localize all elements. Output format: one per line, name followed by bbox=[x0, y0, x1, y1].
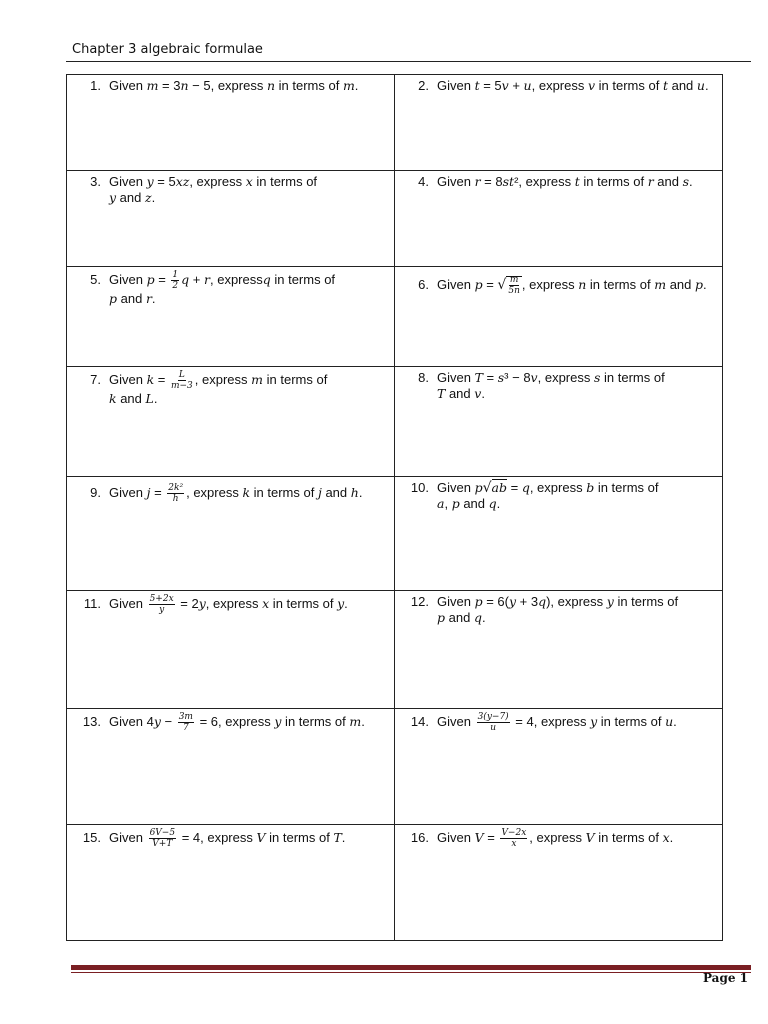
problem-cell bbox=[395, 267, 723, 367]
problem-text: Given p√ab = q, express b in terms of bbox=[437, 480, 659, 496]
problem-cell bbox=[395, 75, 723, 171]
problem-text-cont: T and v. bbox=[437, 386, 485, 401]
problem-cell bbox=[67, 267, 395, 367]
problem-text-cont: p and q. bbox=[437, 610, 486, 625]
problem-number: 10. bbox=[410, 480, 429, 495]
problem-text: Given m = 3n − 5, express n in terms of m. bbox=[109, 78, 359, 93]
problem-text: Given p = √ $\frac{m}{5n}$ , express n in terms of m and p. bbox=[437, 275, 707, 296]
problem-text: Given j = $\frac{\text{2k²}}{h}$ , express k in terms of j and h. bbox=[109, 483, 363, 504]
problem-number: 14. bbox=[410, 713, 429, 729]
problem-text: Given $\frac{3(y-7)}{u}$ = 4, express y in terms of u. bbox=[437, 712, 677, 733]
problem-text: Given T = s³ − 8v, express s in terms of bbox=[437, 370, 665, 385]
problem-cell bbox=[67, 367, 395, 477]
problem-text: Given p = $\frac{1}{2}$ q + r, expressq in terms of bbox=[109, 270, 336, 291]
problem-text: Given V = $\frac{V-2x}{x}$ , express V in terms of x. bbox=[437, 828, 674, 849]
header-divider bbox=[66, 61, 751, 62]
problem-number: 5. bbox=[90, 271, 101, 287]
problem-number: 6. bbox=[418, 276, 429, 292]
problem-cell bbox=[395, 591, 723, 709]
problem-cell bbox=[67, 591, 395, 709]
problem-cell bbox=[395, 367, 723, 477]
problems-table bbox=[66, 74, 723, 941]
problem-cell bbox=[67, 171, 395, 267]
problem-cell bbox=[395, 477, 723, 591]
problem-text-cont: a, p and q. bbox=[437, 496, 501, 511]
problem-cell bbox=[67, 825, 395, 941]
problem-number: 1. bbox=[90, 78, 101, 93]
problem-cell bbox=[395, 825, 723, 941]
problem-number: 3. bbox=[90, 174, 101, 189]
problem-number: 15. bbox=[82, 829, 101, 845]
problem-text: Given $\frac{6V-5}{V+T}$ = 4, express V in terms of T. bbox=[109, 828, 346, 849]
problem-cell bbox=[395, 171, 723, 267]
problem-number: 4. bbox=[418, 174, 429, 189]
problem-text: Given k = $\frac{L}{m-3}$ , express m in terms of bbox=[109, 370, 328, 391]
problem-number: 2. bbox=[418, 78, 429, 93]
page-header-title: Chapter 3 algebraic formulae bbox=[72, 42, 263, 57]
problem-number: 9. bbox=[90, 484, 101, 500]
problem-text: Given 4y − $\frac{3m}{7}$ = 6, express y in terms of m. bbox=[109, 712, 365, 733]
problem-text: Given $\frac{5+2x}{y}$ = 2y, express x in terms of y. bbox=[109, 594, 348, 615]
problem-cell bbox=[67, 477, 395, 591]
problem-number: 11. bbox=[83, 595, 101, 611]
problem-text: Given r = 8st², express t in terms of r and s. bbox=[437, 174, 693, 189]
problem-number: 16. bbox=[410, 829, 429, 845]
problem-number: 8. bbox=[418, 370, 429, 385]
problem-number: 12. bbox=[410, 594, 429, 609]
footer-divider-bar bbox=[71, 965, 751, 970]
problem-number: 13. bbox=[82, 713, 101, 729]
problem-text-cont: k and L. bbox=[109, 391, 158, 406]
problem-number: 7. bbox=[90, 371, 101, 387]
problem-cell bbox=[67, 75, 395, 171]
page-number: Page 1 bbox=[702, 971, 748, 985]
problem-text-cont: y and z. bbox=[109, 190, 156, 205]
footer-divider-line bbox=[71, 972, 751, 973]
problem-cell bbox=[67, 709, 395, 825]
problem-text: Given y = 5xz, express x in terms of bbox=[109, 174, 318, 189]
problem-text-cont: p and r. bbox=[109, 291, 156, 306]
problem-text: Given p = 6(y + 3q), express y in terms of bbox=[437, 594, 679, 609]
problem-cell bbox=[395, 709, 723, 825]
problem-text: Given t = 5v + u, express v in terms of t and u. bbox=[437, 78, 709, 93]
